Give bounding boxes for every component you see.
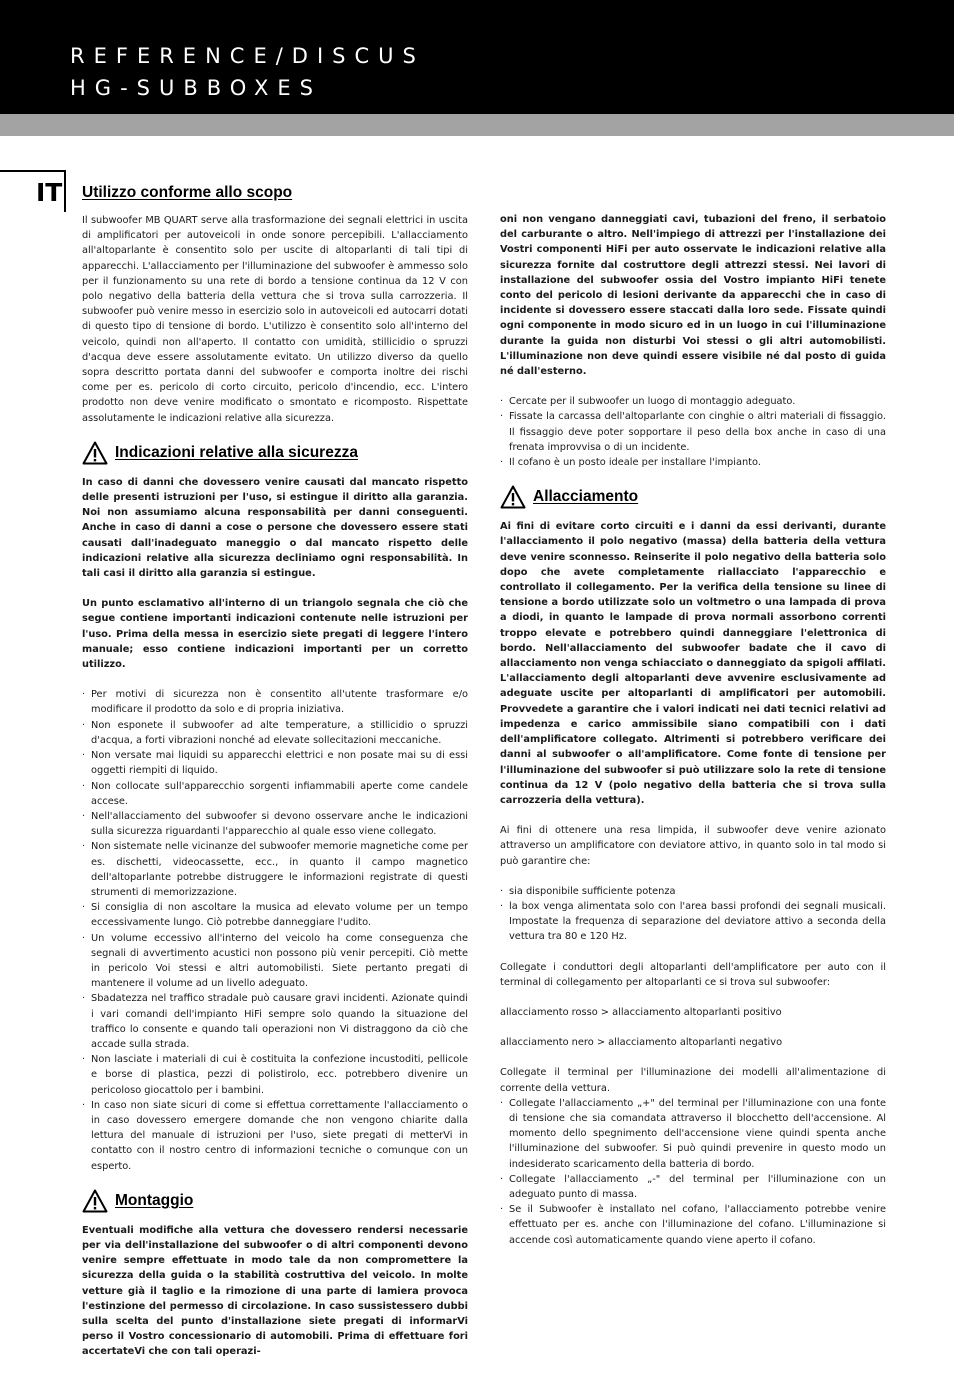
list-item: · Sbadatezza nel traffico stradale può causare gravi incidenti. Azionate quindi i vari comandi dell'impianto HiFi sempre solo quando la situazione del traffico lo consente e quando tali operazioni non Vi distraggono da ciò che accade sulla strada. [82,991,468,1052]
safety-warranty-paragraph: In caso di danni che dovessero venire causati dal mancato rispetto delle presenti istruzioni per l'uso, si estingue il diritto alla garanzia. Noi non assumiamo alcuna responsabilità per danni conseguenti. Anche in caso di danni a cose o persone che dovessero essere stati causati dall'inadeguato maneggio o dal mancato rispetto delle indicazioni relative alla sicurezza decliniamo ogni responsabilità. In tali casi il diritto alla garanzia si estingue. [82,476,468,580]
connect-list-2 [500,1096,886,1248]
list-item: · sia disponibile sufficiente potenza [500,884,886,899]
list-item: · Per motivi di sicurezza non è consentito all'utente trasformare e/o modificare il prodotto da solo e di propria iniziativa. [82,687,468,717]
list-item: · In caso non siate sicuri di come si effettua correttamente l'allacciamento o in caso dovessero emergere domande che non vengono chiarite dalla lettura del manuale di istruzioni per l'uso, siete pregati di metterVi in contatto con il nostro centro di informazioni tecniche o comunque con un esperto. [82,1098,468,1174]
right-column [500,212,886,1263]
section-heading-mount [82,1189,468,1213]
black-connection-line: allacciamento nero > allacciamento altoparlanti negativo [500,1037,783,1049]
warning-triangle-icon [500,485,526,509]
mount-paragraph-continued: oni non vengano danneggiati cavi, tubazioni del freno, il serbatoio del carburante o altro. Nell'impiego di attrezzi per l'installazione dei Vostri componenti HiFi per auto osservate le indicazioni relative alla sicurezza fornite dal costruttore degli attrezzi stessi. Nei lavori di installazione del subwoofer ossia del Vostro impianto HiFi tenete conto del pericolo di lesioni derivante da apparecchi che in caso di incidente si dovessero essere staccati dalla loro sede. Fissate quindi ogni componente in modo sicuro ed in un luogo in cui l'illuminazione durante la guida non disturbi Voi stessi o gli altri automobilisti. L'illuminazione non deve quindi essere visibile né dal posto di guida né dall'esterno. [500,214,886,378]
list-item: · Collegate l'allacciamento „+" del terminal per l'illuminazione con una fonte di tensione che sia comandata attraverso il blocchetto dell'accensione. Al momento dello spegnimento dell'accensione viene quindi spenta anche l'illuminazione del subwoofer. Si può quindi prevenire in questo modo un indesiderato scaricamento della batteria di bordo. [500,1096,886,1172]
list-item: · Non versate mai liquidi su apparecchi elettrici e non posate mai su di essi oggetti riempiti di liquido. [82,748,468,778]
section-heading-connect [500,485,886,509]
language-tab [0,170,66,212]
header-grey-bar [0,114,954,136]
section-title: Allacciamento [533,488,639,506]
list-item: · Se il Subwoofer è installato nel cofano, l'allacciamento potrebbe venire effettuato per es. anche con l'illuminazione del cofano. L'illuminazione si accende così automaticamente quando viene aperto il cofano. [500,1202,886,1248]
section-title: Utilizzo conforme allo scopo [82,184,293,201]
list-item: · Collegate l'allacciamento „-" del terminal per l'illuminazione con un adeguato punto di massa. [500,1172,886,1202]
mount-list [500,394,886,470]
section-title: Indicazioni relative alla sicurezza [115,443,358,461]
list-item: · Il cofano è un posto ideale per installare l'impianto. [500,455,886,470]
list-item: · Nell'allacciamento del subwoofer si devono osservare anche le indicazioni sulla sicurezza riguardanti l'apparecchio al quale esso viene collegato. [82,809,468,839]
list-item: · Non esponete il subwoofer ad alte temperature, a stillicidio o spruzzi d'acqua, a forti vibrazioni nonché ad elevate sollecitazioni meccaniche. [82,718,468,748]
section-heading-safety [82,441,468,465]
connect-paragraph: Ai fini di ottenere una resa limpida, il subwoofer deve venire azionato attraverso un amplificatore con deviatore attivo, in quanto solo in tal modo si può garantire che: [500,825,886,867]
safety-symbol-paragraph: Un punto esclamativo all'interno di un triangolo segnala che ciò che segue contiene importanti indicazioni contenute nelle istruzioni per l'uso. Prima della messa in esercizio siete pregati di leggere l'intero manuale; esso contiene indicazioni importanti per un corretto utilizzo. [82,598,468,671]
language-code: IT [36,178,63,207]
list-item: · Non lasciate i materiali di cui è costituita la confezione incustoditi, pellicole e borse di plastica, pezzi di polistirolo, ecc. potrebbero divenire un pericoloso giocattolo per i bambini. [82,1052,468,1098]
warning-triangle-icon [82,441,108,465]
list-item: · Fissate la carcassa dell'altoparlante con cinghie o altri materiali di fissaggio. Il fissaggio deve poter sopportare il peso della box anche in caso di una frenata improvvisa o di un incidente. [500,409,886,455]
list-item: · Un volume eccessivo all'interno del veicolo ha come conseguenza che segnali di avvertimento acustici non possono più venir percepiti. Ciò mette in pericolo Voi stessi e altri automobilisti. Siete pertanto pregati di mantenere il volume ad un livello adeguato. [82,931,468,992]
header-banner [0,0,954,114]
section-heading-use [82,183,468,203]
list-item: · Cercate per il subwoofer un luogo di montaggio adeguato. [500,394,886,409]
list-item: · Non sistemate nelle vicinanze del subwoofer memorie magnetiche come per es. dischetti, videocassette, ecc., in quanto il campo magnetico dell'altoparlante potrebbe distruggere le informazioni registrate di questi strumenti di memorizzazione. [82,839,468,900]
mount-paragraph-start: Eventuali modifiche alla vettura che dovessero rendersi necessarie per via dell'installazione del subwoofer o di altri componenti devono venire sempre effettuate in modo tale da non compromettere la sicurezza della guida o la stabilità costruttiva del veicolo. In molte vetture già il taglio e la rimozione di una parte di lamiera provoca l'estinzione del permesso di circolazione. In caso sussistessero dubbi sulla scelta del punto d'installazione siete pregati di informarVi perso il Vostro concessionario di automobili. Prima di effettuare fori accertateVi che con tali operazi- [82,1224,468,1358]
list-item: · Non collocate sull'apparecchio sorgenti infiammabili aperte come candele accese. [82,779,468,809]
list-item: · Si consiglia di non ascoltare la musica ad elevato volume per un tempo eccessivamente lungo. Ciò potrebbe danneggiare l'udito. [82,900,468,930]
document-title: REFERENCE/DISCUS HG-SUBBOXES [70,44,425,100]
section-title: Montaggio [115,1191,194,1209]
connect-bold-paragraph: Ai fini di evitare corto circuiti e i danni da essi derivanti, durante l'allacciamento il polo negativo (massa) della batteria della vettura deve venire sconnesso. Reinserite il polo negativo della batteria solo dopo che avete completamente riallacciato l'apparecchio e controllato il collegamento. Per la verifica della tensione su linee di tensione a bordo utilizzate solo un voltmetro o una lampada di prova a diodi, in quanto le lampade di prova normali assorbono correnti troppo elevate e potrebbero quindi danneggiare l'elettronica di bordo. Nell'allacciamento del subwoofer badate che il cavo di allacciamento non venga schiacciato o danneggiato da spigoli affilati. L'allacciamento degli altoparlanti deve avvenire esclusivamente ad adeguate uscite per altoparlanti di amplificatori per automobili. Provvedete a garantire che i valori indicati nei dati tecnici relativi ad impedenza e carico ammissibile siano compatibili con i dati dell'amplificatore collegato. Altrimenti si potrebbero verificare dei danni al subwoofer o all'amplificatore. Come fonte di tensione per l'illuminazione del subwoofer si può utilizzare solo la rete di tensione continua da 12 V (polo negativo della batteria che si trova sulla carrozzeria della vettura). [500,521,886,806]
left-column [82,183,468,1375]
warning-triangle-icon [82,1189,108,1213]
red-connection-line: allacciamento rosso > allacciamento altoparlanti positivo [500,1006,782,1018]
connect-terminal-paragraph: Collegate i conduttori degli altoparlanti dell'amplificatore per auto con il terminal di collegamento per altoparlanti ce si trova sul subwoofer: [500,961,886,988]
connect-list-1 [500,884,886,945]
safety-list [82,687,468,1174]
connect-illumination-paragraph: Collegate il terminal per l'illuminazione dei modelli all'alimentazione di corrente della vettura. [500,1067,886,1094]
use-paragraph: Il subwoofer MB QUART serve alla trasformazione dei segnali elettrici in uscita di amplificatori per autoveicoli in onde sonore percepibili. L'allacciamento all'altoparlante è consentito solo per uscite di altoparlanti di tali tipi di apparecchi. L'allacciamento per l'illuminazione del subwoofer è ammesso solo per il funzionamento su una rete di bordo a tensione continua da 12 V con polo negativo della batteria della vettura che si trova sulla carrozzeria. Il subwoofer può venire messo in esercizio solo in autoveicoli ed autocarri dotati di questo tipo di tensione di bordo. L'utilizzo è consentito solo all'interno del veicolo, quindi non all'aperto. Il contatto con umidità, stillicidio o spruzzi d'acqua deve essere assolutamente evitato. Un utilizzo diverso da quello sopra descritto portata danni del subwoofer e comporta inoltre dei rischi come per es. pericolo di corto circuito, pericolo d'incendio, ecc. L'intero prodotto non deve venire modificato o smontato e ricomposto. Rispettate assolutamente le indicazioni relative alla sicurezza. [82,215,468,424]
list-item: · la box venga alimentata solo con l'area bassi profondi dei segnali musicali. Impostate la frequenza di separazione del deviatore attivo a seconda della vettura tra 80 e 120 Hz. [500,899,886,945]
